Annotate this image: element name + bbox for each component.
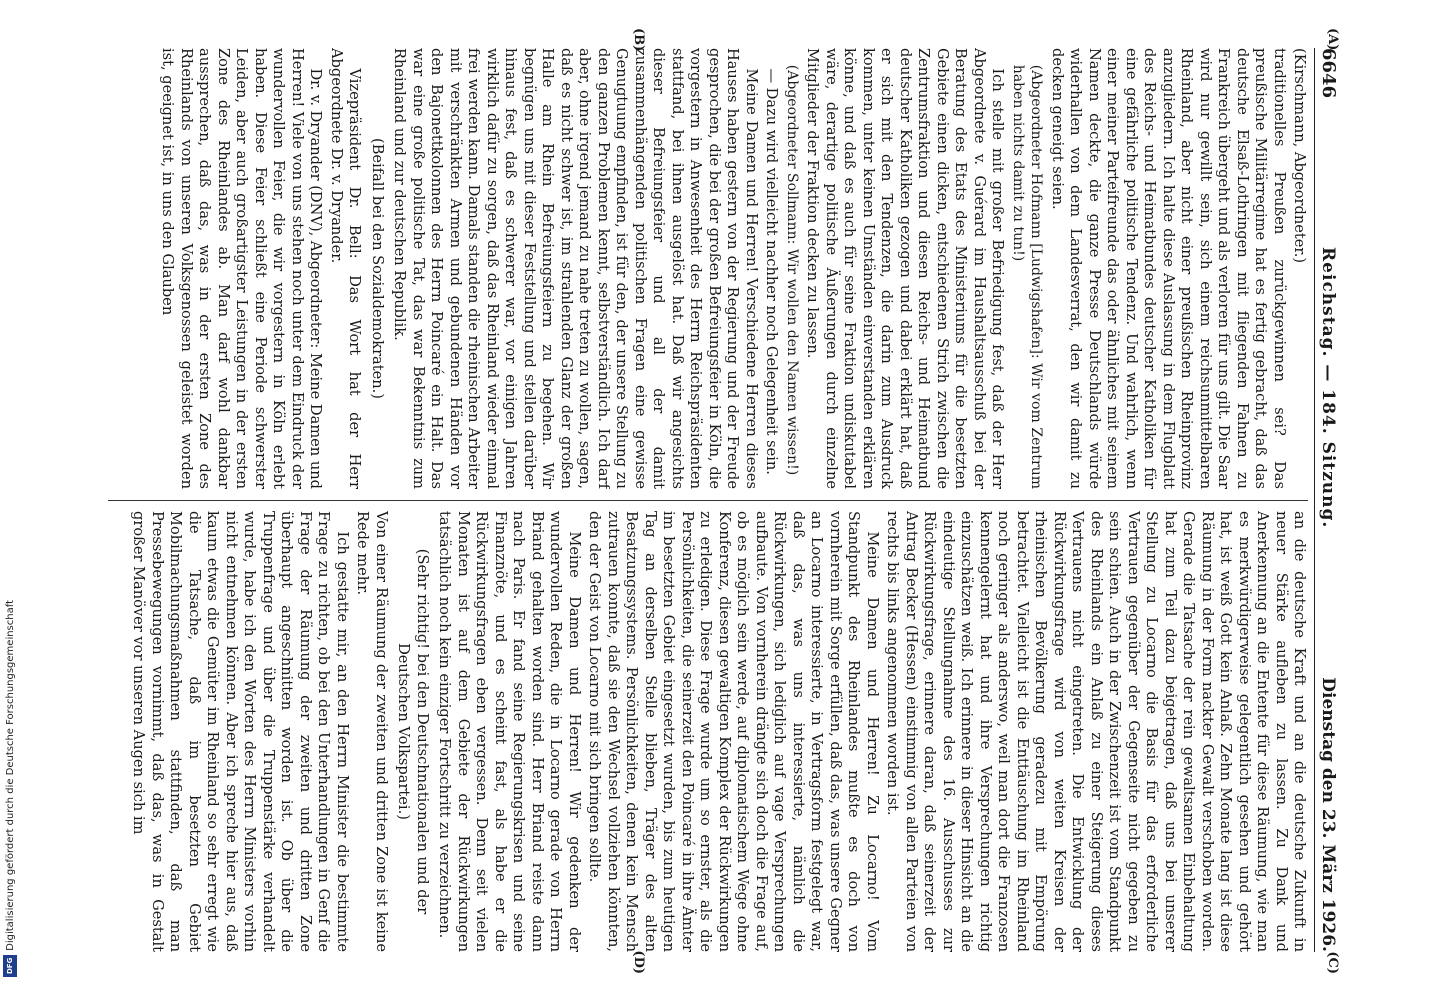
left-paragraph: traditionelles Preußen zurückgewinnen sei? Das preußische Militärregime hat es fertig gebracht, daß das deutsche Elsaß-Lothringen mit fliegenden Fahnen zu Frankreich übergeht und als verloren für uns gilt. Die Saar wird nur gewillt sein, sich einem reichsunmittelbaren Rheinland, aber nicht einer preußischen Rheinprovinz anzugliedern. Ich halte diese Auslassung in dem Flugblatt des Reichs- und Heimatbundes deutscher Katholiken für eine gefährliche politische Tendenz. Und wahrlich, wenn einer meiner Parteifreunde das oder ähnliches mit seinem Namen deckte, die ganze Presse Deutschlands würde widerhallen von dem Landesverrat, den wir damit zu decken geneigt seien. — [1049, 48, 1288, 489]
left-paragraph: (Beifall bei den Sozialdemokraten.) — [369, 138, 386, 399]
document-page — [87, 28, 1347, 974]
right-paragraph: Ich gestatte mir, an den Herrn Minister die bestimmte Frage zu richten, ob bei den Unterhandlungen in Genf die Frage der Räumung der zweiten und dritten Zone überhaupt angeschnitten worden ist. Ob über die Truppenfrage und über die Truppenstärke verhandelt wurde, habe ich den Worten des Herrn Ministers vorhin nicht entnehmen können. Aber ich spreche hier aus, daß kaum etwas die Gemüter im Rheinland so sehr erregt wie die Tatsache, daß im besetzten Gebiet Mobilmachungsmaßnahmen stattfinden, daß man Pressebewegungen vornimmt, daß das, was in Gestalt großer Manöver vor unseren Augen sich im — [130, 511, 351, 952]
column-divider — [109, 500, 1309, 501]
right-paragraph: Meine Damen und Herren! Zu Locarno! Vom Standpunkt des Rheinlandes mußte es doch von vornherein mit Sorge erfüllen, daß das, was unsere Gegner an Locarno interessierte, in Vertragsform festgelegt war, daß das, was uns interessierte, nämlich die Rückwirkungen, sich lediglich auf vage Versprechungen aufbaute. Von vornherein drängte sich doch die Frage auf, ob es möglich sein werde, auf diplomatischem Wege ohne Konferenz, diesen gewaltigen Komplex der Rückwirkungen zu erledigen. Diese Frage wurde um so ernster, als die Persönlichkeiten, die seinerzeit den Poincaré in ihre Ämter im besetzten Gebiet eingesetzt wurden, bis zum heutigen Tag an derselben Stelle blieben, Träger des alten Besatzungssystems. Persönlichkeiten, denen kein Mensch zutrauen konnte, daß sie den Wechsel vollziehen könnten, den der Geist von Locarno mit sich bringen sollte. — [586, 511, 881, 952]
left-paragraph: (Abgeordneter Hofmann [Ludwigshafen]: Wir vom Zentrum haben nichts damit zu tun!) — [1010, 64, 1045, 489]
left-paragraph: (Kirschmann, Abgeordneter.) — [1291, 48, 1309, 264]
right-paragraph: Von einer Räumung der zweiten und dritten Zone ist keine Rede mehr. — [354, 511, 390, 952]
right-paragraph: (Sehr richtig! bei den Deutschnationalen und der Deutschen Volkspartei.) — [395, 548, 431, 915]
page-header — [1315, 48, 1338, 952]
margin-marker-c: (C) — [1325, 951, 1340, 974]
left-paragraph: — Dazu wird vielleicht nachher noch Gelegenheit sein. — [763, 68, 781, 475]
margin-marker-b: (B) — [631, 28, 646, 52]
right-paragraph: an die deutsche Kraft und an die deutsche Zukunft in neuer Stärke aufleben zu lassen. Zu Dank und Anerkennung an die Entente für diese Räumung, wie man es merkwürdigerweise gelegentlich gesehen und gehört hat, ist weiß Gott kein Anlaß. Zehn Monate lang ist diese Räumung in der Form nackter Gewalt verschoben worden. Gerade die Tatsache der rein gewaltsamen Einbehaltung hat zum Teil dazu beigetragen, daß uns bei unserer Stellung zu Locarno die Basis für das erforderliche Vertrauen gegenüber der Gegenseite nicht gegeben zu sein schien. Auch in der Zwischenzeit ist vom Standpunkt des Rheinlands ein Anlaß zu einer Steigerung dieses Vertrauens nicht eingetreten. Die Entwicklung der Rückwirkungsfrage wird von weiten Kreisen der rheinischen Bevölkerung geradezu mit Empörung betrachtet. Vielleicht ist die Enttäuschung im Rheinland noch geringer als anderswo, weil man dort die Franzosen kennengelernt hat und ihre Versprechungen richtig einzuschätzen weiß. Ich erinnere in dieser Hinsicht an die eindeutige Stellungnahme des 16. Ausschusses zur Rückwirkungsfrage, erinnere daran, daß seinerzeit der Antrag Becker (Hessen) einstimmig von allen Parteien von rechts bis links angenommen worden ist. — [884, 511, 1309, 952]
right-column — [109, 511, 1309, 952]
left-paragraph: Meine Damen und Herren! Verschiedene Herren dieses Hauses haben gestern von der Regierung und der Freude gesprochen, die bei der großen Befreiungsfeier in Köln, die vorgestern in Anwesenheit des Herrn Reichspräsidenten stattfand, bei ihnen ausgelöst hat. Daß wir angesichts dieser Befreiungsfeier und all der damit zusammenhängenden politischen Fragen eine gewisse Genugtuung empfinden, ist für den, der unsere Stellung zu den ganzen Problemen kennt, selbstverständlich. Ich darf aber, ohne irgend jemand zu nahe treten zu wollen, sagen, daß es nicht schwer ist, im strahlenden Glanz der großen Halle am Rhein Befreiungsfeiern zu begehen. Wir begnügen uns mit dieser Feststellung und stellen darüber hinaus fest, daß es schwerer war, vor einigen Jahren wirklich dafür zu sorgen, daß das Rheinland wieder einmal frei werden kann. Damals standen die rheinischen Arbeiter mit verschränkten Armen und gebundenen Händen vor den Bajonettkolonnen des Herrn Poincaré ein Halt. Das war eine große politische Tat, das war Bekenntnis zum Rheinland und zur deutschen Republik. — [391, 48, 760, 489]
left-column — [109, 48, 1309, 489]
left-paragraph: Vizepräsident Dr. Bell: Das Wort hat der Herr Abgeordnete Dr. v. Dryander. — [328, 48, 364, 489]
running-title: Reichstag. — 184. Sitzung. — [1318, 247, 1338, 529]
margin-marker-a: (A) — [1325, 28, 1340, 51]
right-paragraph: Meine Damen und Herren! Wir gedenken der wundervollen Reden, die in Locarno gerade von Herrn Briand gehalten worden sind. Herr Briand reiste dann nach Paris. Er fand seine Regierungskrisen und seine Finanznöte, und es scheint fast, als habe er die Rückwirkungsfragen eben vergessen. Denn seit vielen Monaten ist auf dem Gebiete der Rückwirkungen tatsächlich noch kein einziger Fortschritt zu verzeichnen. — [436, 511, 583, 952]
margin-marker-d: (D) — [631, 950, 646, 974]
funding-credit: Digitalisierung gefördert durch die Deutsche Forschungsgemeinschaft — [4, 600, 16, 951]
left-paragraph: (Abgeordneter Sollmann: Wir wollen den Namen wissen!) — [784, 64, 800, 476]
left-paragraph: Ich stelle mit großer Befriedigung fest, daß der Herr Abgeordnete v. Guérard im Haushaltsausschuß bei der Beratung des Etats des Ministeriums für die besetzten Gebiete einen dicken, entschiedenen Strich zwischen die Zentrumsfraktion und diesen Reichs- und Heimatbund deutscher Katholiken gezogen und dabei erklärt hat, daß er sich mit den Tendenzen, die darin zum Ausdruck kommen, unter keinen Umständen einverstanden erklären könne, und daß es auch für seine Fraktion undiskutabel wäre, derartige politische Äußerungen durch einzelne Mitglieder der Fraktion decken zu lassen. — [804, 48, 1007, 489]
page-number: 6646 — [1318, 48, 1339, 99]
dfg-logo: DFG — [3, 955, 17, 977]
digitization-footer — [2, 600, 18, 990]
session-date: Dienstag den 23. März 1926. — [1318, 677, 1338, 952]
left-paragraph: Dr. v. Dryander (DNV), Abgeordneter: Meine Damen und Herren! Viele von uns stehen noch unter dem Eindruck der wundervollen Feier, die wir vorgestern in Köln erlebt haben. Diese Feier schließt eine Periode schwerster Leiden, aber auch großartigster Leistungen in der ersten Zone des Rheinlandes ab. Man darf wohl dankbar aussprechen, daß das, was in der ersten Zone des Rheinlands von unseren Volksgenossen geleistet worden ist, geeignet ist, in uns den Glauben — [159, 48, 325, 489]
text-columns — [109, 48, 1309, 952]
